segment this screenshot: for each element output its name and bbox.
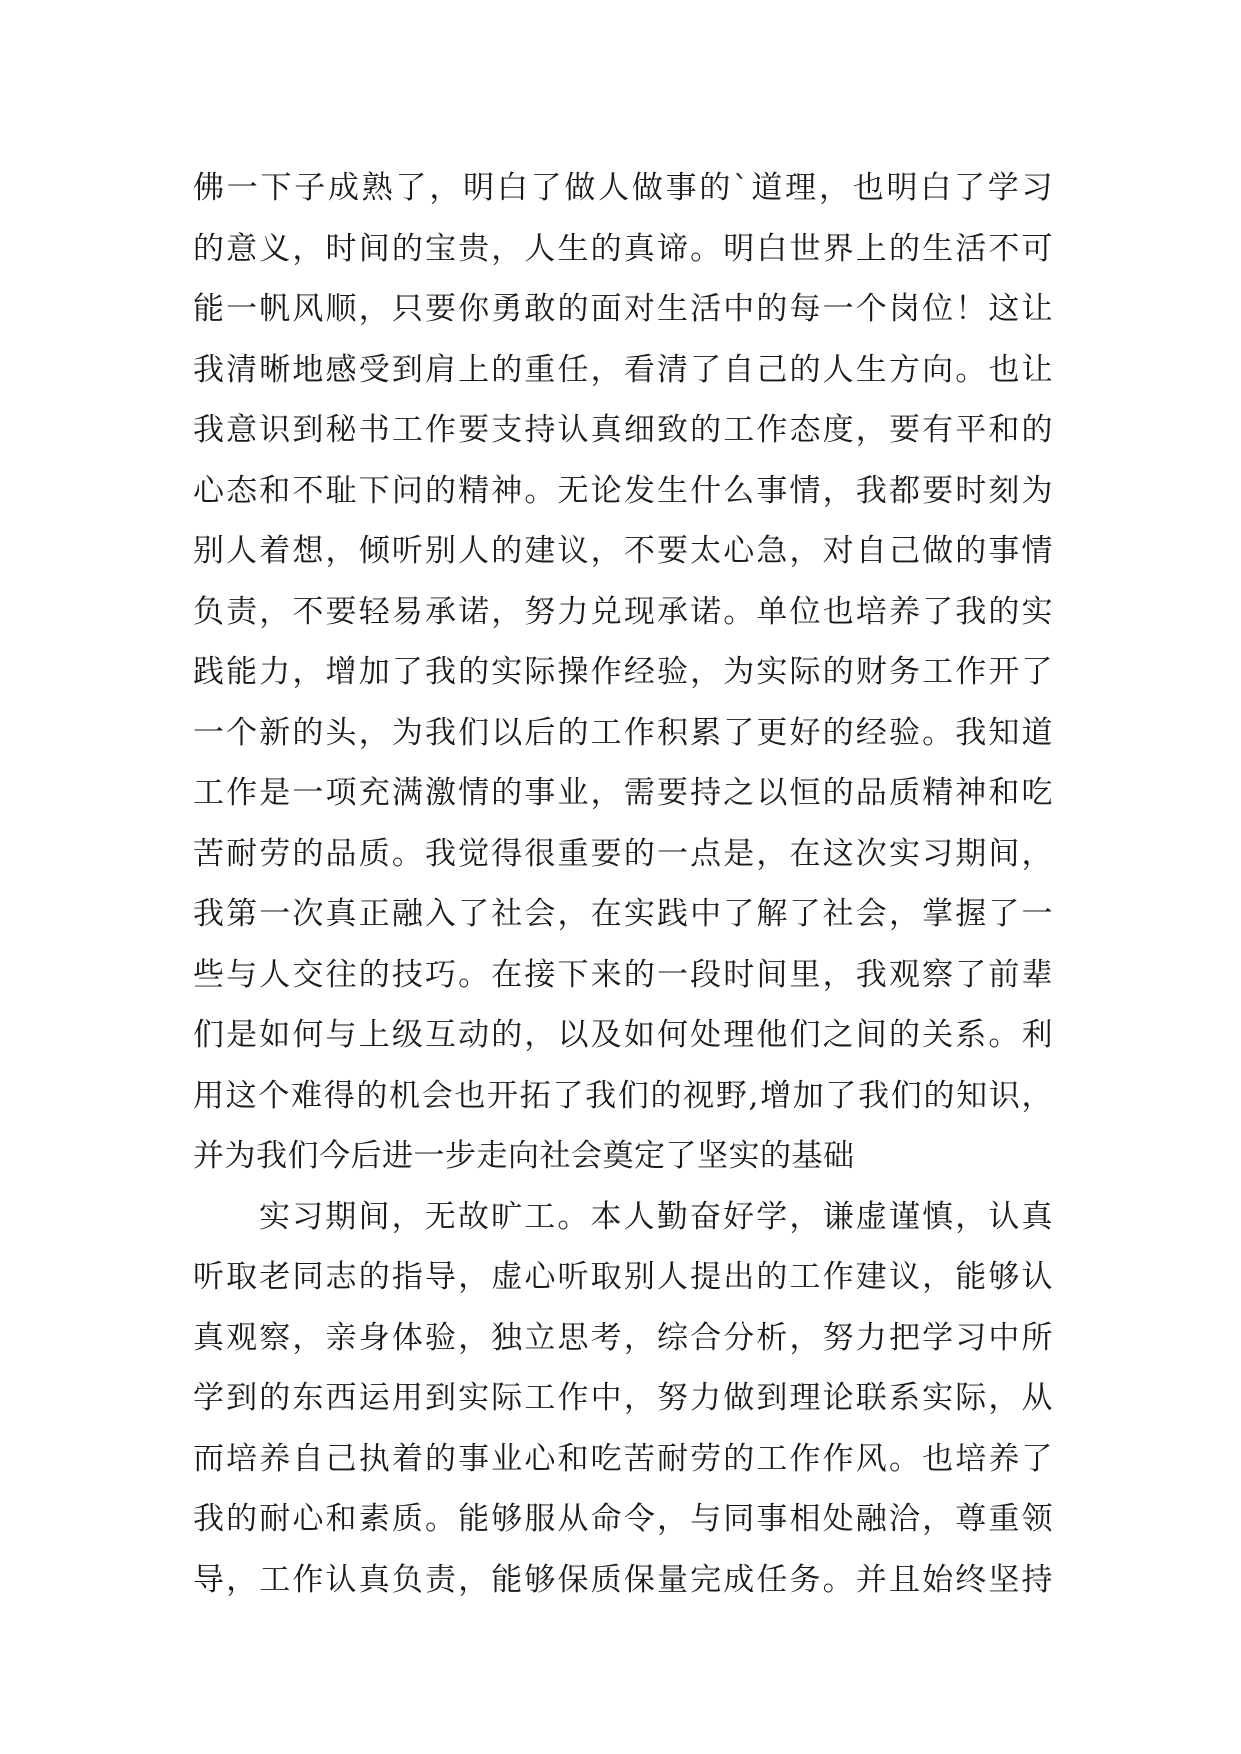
paragraph-2 [193, 1187, 1053, 1611]
text-line: 们是如何与上级互动的，以及如何处理他们之间的关系。利 [193, 1017, 1053, 1053]
text-line: 用这个难得的机会也开拓了我们的视野,增加了我们的知识， [193, 1077, 1053, 1114]
text-line: 工作是一项充满激情的事业，需要持之以恒的品质精神和吃 [193, 775, 1053, 811]
text-line: 我第一次真正融入了社会，在实践中了解了社会，掌握了一 [193, 896, 1053, 932]
text-line: 的意义，时间的宝贵，人生的真谛。明白世界上的生活不可 [193, 230, 1053, 267]
text-line: 真观察，亲身体验，独立思考，综合分析，努力把学习中所 [193, 1319, 1053, 1356]
text-line: 我的耐心和素质。能够服从命令，与同事相处融洽，尊重领 [193, 1501, 1053, 1537]
text-line: 实习期间，无故旷工。本人勤奋好学，谦虚谨慎，认真 [259, 1198, 1053, 1235]
text-line: 负责，不要轻易承诺，努力兑现承诺。单位也培养了我的实 [193, 593, 1053, 630]
text-line: 我清晰地感受到肩上的重任，看清了自己的人生方向。也让 [193, 351, 1053, 388]
text-line: 学到的东西运用到实际工作中，努力做到理论联系实际，从 [193, 1380, 1053, 1416]
text-line: 心态和不耻下问的精神。无论发生什么事情，我都要时刻为 [193, 472, 1053, 509]
text-line: 一个新的头，为我们以后的工作积累了更好的经验。我知道 [193, 714, 1053, 751]
text-line: 别人着想，倾听别人的建议，不要太心急，对自己做的事情 [193, 533, 1053, 569]
text-line: 能一帆风顺，只要你勇敢的面对生活中的每一个岗位！这让 [193, 291, 1053, 327]
text-line: 听取老同志的指导，虚心听取别人提出的工作建议，能够认 [193, 1259, 1053, 1295]
text-line: 佛一下子成熟了，明白了做人做事的`道理，也明白了学习 [193, 170, 1053, 206]
text-line: 并为我们今后进一步走向社会奠定了坚实的基础 [193, 1138, 855, 1174]
paragraph-1 [193, 158, 1053, 1187]
text-line: 而培养自己执着的事业心和吃苦耐劳的工作作风。也培养了 [193, 1440, 1053, 1477]
text-line: 我意识到秘书工作要支持认真细致的工作态度，要有平和的 [193, 412, 1053, 448]
text-line: 践能力，增加了我的实际操作经验，为实际的财务工作开了 [193, 654, 1053, 690]
text-line: 苦耐劳的品质。我觉得很重要的一点是，在这次实习期间， [193, 835, 1053, 872]
document-body [193, 158, 1053, 1610]
text-line: 导，工作认真负责，能够保质保量完成任务。并且始终坚持 [193, 1561, 1053, 1598]
text-line: 些与人交往的技巧。在接下来的一段时间里，我观察了前辈 [193, 956, 1053, 993]
